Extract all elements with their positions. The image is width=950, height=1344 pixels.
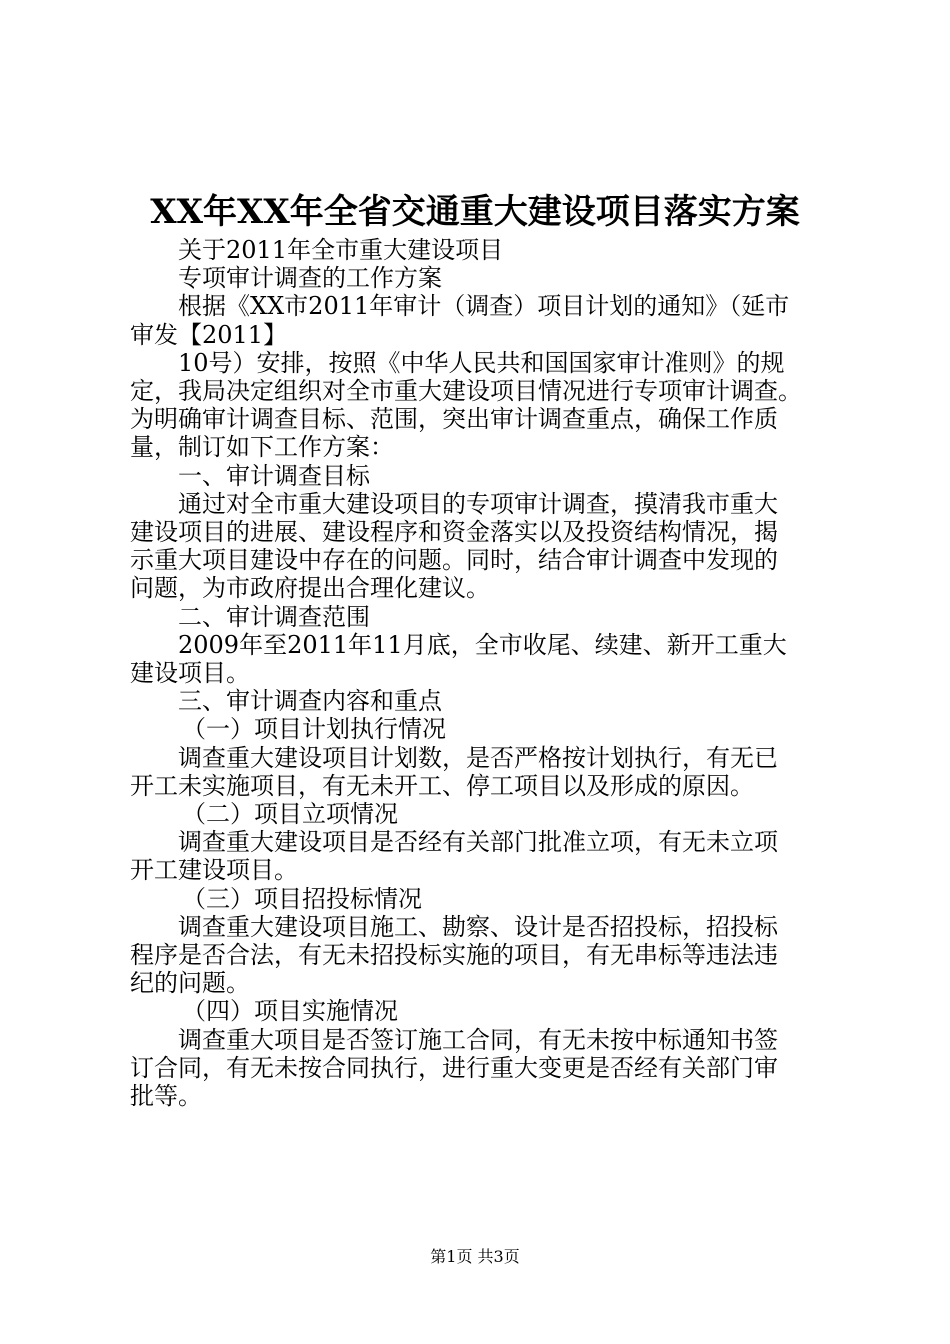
paragraph-line: 建设项目的进展、建设程序和资金落实以及投资结构情况，揭 (130, 518, 778, 547)
subsection-heading: （一）项目计划执行情况 (182, 715, 446, 744)
subsection-heading: （三）项目招投标情况 (182, 884, 422, 913)
section-heading: 二、审计调查范围 (178, 602, 370, 631)
paragraph-line: 调查重大建设项目施工、勘察、设计是否招投标，招投标 (178, 912, 778, 941)
paragraph-line: 调查重大项目是否签订施工合同，有无未按中标通知书签 (178, 1025, 778, 1054)
paragraph-line: 建设项目。 (130, 659, 250, 688)
paragraph-line: 示重大项目建设中存在的问题。同时，结合审计调查中发现的 (130, 546, 778, 575)
document-title: XX年XX年全省交通重大建设项目落实方案 (150, 192, 800, 232)
subtitle-line-2: 专项审计调查的工作方案 (178, 264, 442, 293)
paragraph-line: 问题，为市政府提出合理化建议。 (130, 574, 490, 603)
paragraph-line: 为明确审计调查目标、范围，突出审计调查重点，确保工作质 (130, 405, 778, 434)
paragraph-line: 订合同，有无未按合同执行，进行重大变更是否经有关部门审 (130, 1053, 778, 1082)
section-heading: 三、审计调查内容和重点 (178, 687, 442, 716)
paragraph-line: 开工未实施项目，有无未开工、停工项目以及形成的原因。 (130, 771, 754, 800)
paragraph-line: 通过对全市重大建设项目的专项审计调查，摸清我市重大 (178, 489, 778, 518)
paragraph-line: 开工建设项目。 (130, 856, 298, 885)
paragraph-line: 批等。 (130, 1082, 202, 1111)
paragraph-line: 调查重大建设项目计划数，是否严格按计划执行，有无已 (178, 743, 778, 772)
paragraph-line: 量，制订如下工作方案： (130, 433, 394, 462)
subsection-heading: （四）项目实施情况 (182, 997, 398, 1026)
paragraph-line: 2009年至2011年11月底，全市收尾、续建、新开工重大 (178, 630, 787, 659)
page-footer: 第1页 共3页 (430, 1247, 520, 1266)
document-body (130, 236, 830, 1110)
paragraph-line: 根据《XX市2011年审计（调查）项目计划的通知》（延市 (178, 292, 790, 321)
section-heading: 一、审计调查目标 (178, 461, 370, 490)
subtitle-line-1: 关于2011年全市重大建设项目 (178, 236, 504, 264)
paragraph-line: 10号）安排，按照《中华人民共和国国家审计准则》的规 (178, 348, 785, 377)
paragraph-line: 审发【2011】 (130, 320, 288, 349)
paragraph-line: 定，我局决定组织对全市重大建设项目情况进行专项审计调查。 (130, 377, 802, 406)
paragraph-line: 调查重大建设项目是否经有关部门批准立项，有无未立项 (178, 828, 778, 857)
paragraph-line: 程序是否合法，有无未招投标实施的项目，有无串标等违法违 (130, 941, 778, 970)
paragraph-line: 纪的问题。 (130, 969, 250, 998)
subsection-heading: （二）项目立项情况 (182, 800, 398, 829)
